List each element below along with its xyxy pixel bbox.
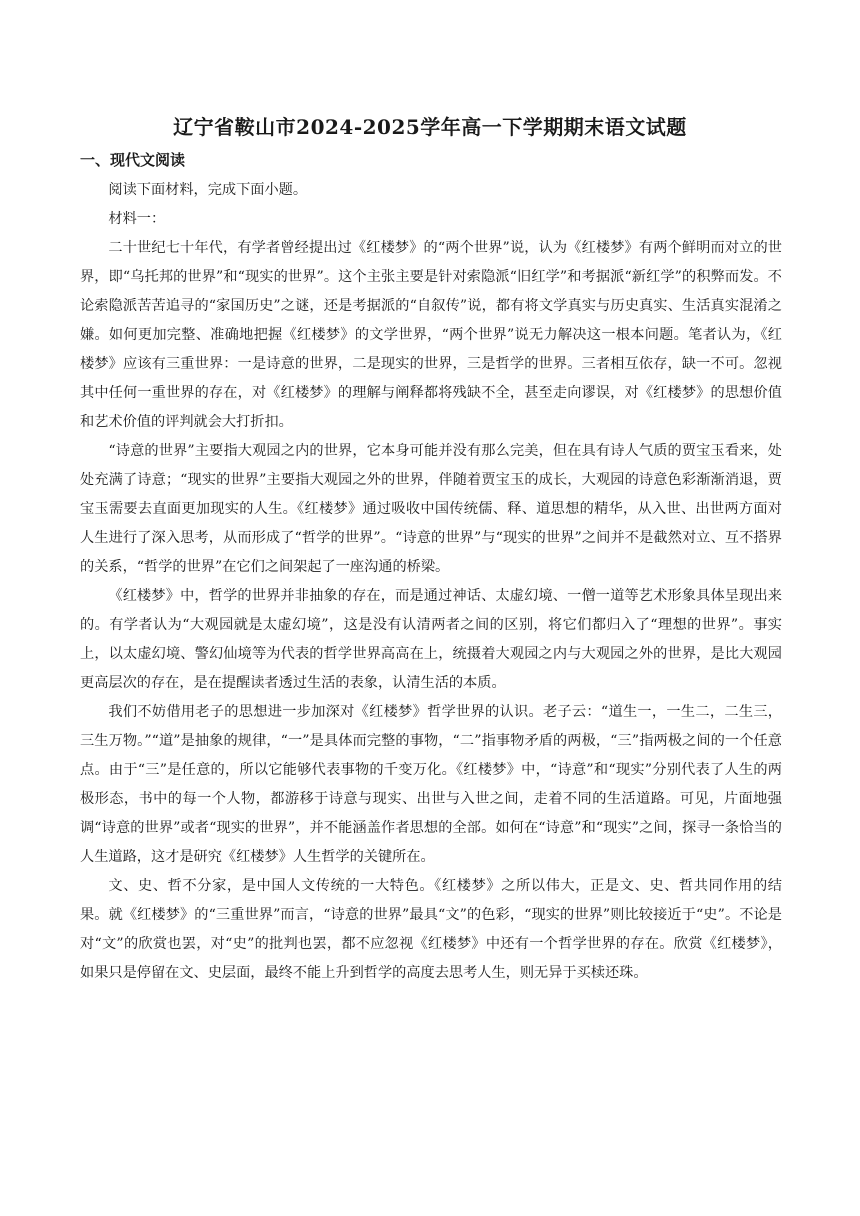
section-heading: 一、现代文阅读 xyxy=(80,151,186,169)
paragraph: 我们不妨借用老子的思想进一步加深对《红楼梦》哲学世界的认识。老子云：“道生一，一生二，二生三，三生万物。”“道”是抽象的规律，“一”是具体而完整的事物，“二”指事物矛盾的两极，“三”指两极之间的一个任意点。由于“三”是任意的，所以它能够代表事物的千变万化。《红楼梦》中，“诗意”和“现实”分别代表了人生的两极形态，书中的每一个人物，都游移于诗意与现实、出世与入世之间，走着不同的生活道路。可见，片面地强调“诗意的世界”或者“现实的世界”，并不能涵盖作者思想的全部。如何在“诗意”和“现实”之间，探寻一条恰当的人生道路，这才是研究《红楼梦》人生哲学的关键所在。 xyxy=(80,704,782,865)
material-label: 材料一： xyxy=(108,211,166,227)
paragraph: 二十世纪七十年代，有学者曾经提出过《红楼梦》的“两个世界”说，认为《红楼梦》有两个鲜明而对立的世界，即“乌托邦的世界”和“现实的世界”。这个主张主要是针对索隐派“旧红学”和考据派“新红学”的积弊而发。不论索隐派苦苦追寻的“家国历史”之谜，还是考据派的“自叙传”说，都有将文学真实与历史真实、生活真实混淆之嫌。如何更加完整、准确地把握《红楼梦》的文学世界，“两个世界”说无力解决这一根本问题。笔者认为，《红楼梦》应该有三重世界：一是诗意的世界，二是现实的世界，三是哲学的世界。三者相互依存，缺一不可。忽视其中任何一重世界的存在，对《红楼梦》的理解与阐释都将残缺不全，甚至走向谬误，对《红楼梦》的思想价值和艺术价值的评判就会大打折扣。 xyxy=(80,240,782,430)
document-title: 辽宁省鞍山市2024-2025学年高一下学期期末语文试题 xyxy=(173,115,687,139)
reading-instruction: 阅读下面材料，完成下面小题。 xyxy=(108,182,308,198)
paragraph: “诗意的世界”主要指大观园之内的世界，它本身可能并没有那么完美，但在具有诗人气质的贾宝玉看来，处处充满了诗意；“现实的世界”主要指大观园之外的世界，伴随着贾宝玉的成长，大观园的诗意色彩渐渐消退，贾宝玉需要去直面更加现实的人生。《红楼梦》通过吸收中国传统儒、释、道思想的精华，从入世、出世两方面对人生进行了深入思考，从而形成了“哲学的世界”。“诗意的世界”与“现实的世界”之间并不是截然对立、互不搭界的关系，“哲学的世界”在它们之间架起了一座沟通的桥梁。 xyxy=(80,443,782,575)
paragraph: 《红楼梦》中，哲学的世界并非抽象的存在，而是通过神话、太虚幻境、一僧一道等艺术形象具体呈现出来的。有学者认为“大观园就是太虚幻境”，这是没有认清两者之间的区别，将它们都归入了“理想的世界”。事实上，以太虚幻境、警幻仙境等为代表的哲学世界高高在上，统摄着大观园之内与大观园之外的世界，是比大观园更高层次的存在，是在提醒读者透过生活的表象，认清生活的本质。 xyxy=(80,588,782,691)
paragraph: 文、史、哲不分家，是中国人文传统的一大特色。《红楼梦》之所以伟大，正是文、史、哲共同作用的结果。就《红楼梦》的“三重世界”而言，“诗意的世界”最具“文”的色彩，“现实的世界”则比较接近于“史”。不论是对“文”的欣赏也罢，对“史”的批判也罢，都不应忽视《红楼梦》中还有一个哲学世界的存在。欣赏《红楼梦》，如果只是停留在文、史层面，最终不能上升到哲学的高度去思考人生，则无异于买椟还珠。 xyxy=(80,878,782,981)
document-body xyxy=(80,176,782,988)
